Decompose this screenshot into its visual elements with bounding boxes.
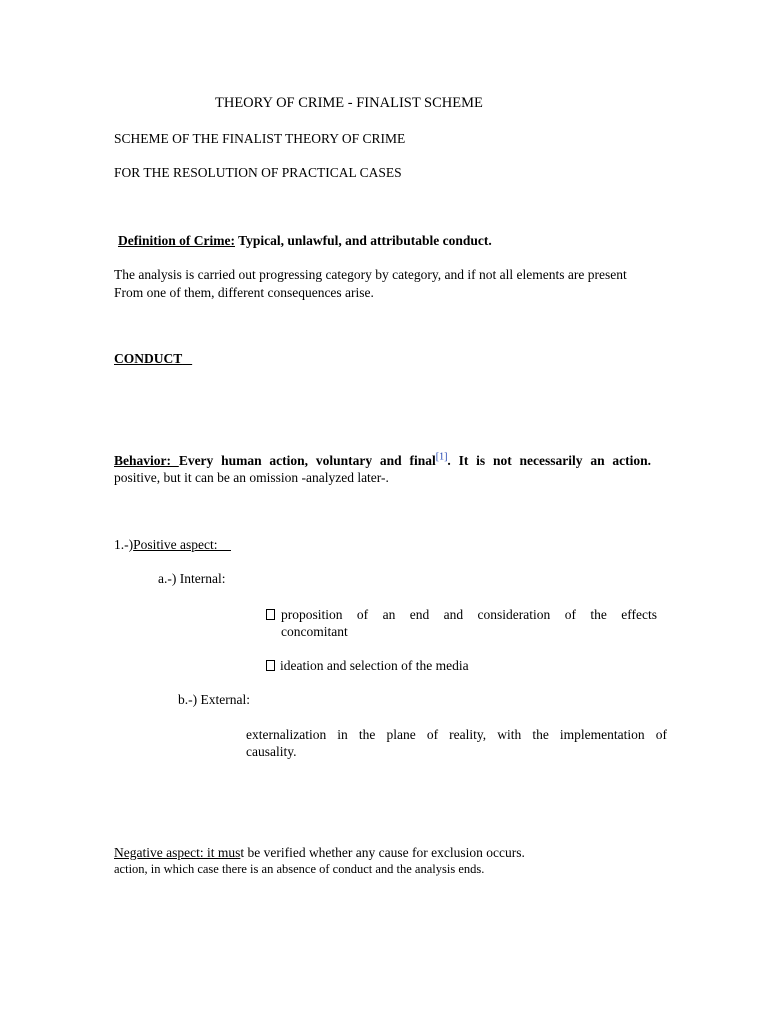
behavior-text-1: Every human action, voluntary and final — [178, 453, 436, 468]
internal-bullet-2 — [266, 658, 469, 674]
intro-line-2: From one of them, different consequences arise. — [114, 285, 374, 300]
internal-bullet-1 — [266, 606, 657, 640]
bullet-1-line-2: concomitant — [281, 624, 348, 639]
definition-label: Definition of Crime: — [118, 233, 235, 248]
positive-aspect-label — [133, 537, 231, 552]
positive-aspect-heading — [114, 537, 231, 553]
footnote-reference-link[interactable]: [1] — [435, 451, 448, 463]
external-line-2: causality. — [246, 744, 297, 759]
definition-of-crime — [118, 233, 492, 249]
behavior-line-1 — [114, 452, 651, 469]
checkbox-bullet-icon — [266, 658, 275, 673]
negative-aspect-text: t be verified whether any cause for exclusion occurs. — [240, 845, 525, 860]
conduct-heading — [114, 351, 192, 367]
positive-aspect-prefix: 1.-) — [114, 537, 134, 552]
internal-heading: a.-) Internal: — [158, 571, 226, 586]
checkbox-bullet-icon — [266, 606, 275, 623]
definition-text: Typical, unlawful, and attributable conduct. — [234, 233, 492, 248]
behavior-text-2: . It is not necessarily an action. — [447, 453, 652, 468]
behavior-line-2: positive, but it can be an omission -analyzed later-. — [114, 470, 389, 485]
negative-aspect-line-1 — [114, 845, 525, 861]
subtitle-resolution: FOR THE RESOLUTION OF PRACTICAL CASES — [114, 165, 402, 180]
intro-line-1: The analysis is carried out progressing category by category, and if not all elements are present — [114, 267, 627, 282]
positive-aspect-label-text: Positive aspect: — [133, 537, 218, 552]
conduct-heading-trail — [182, 351, 192, 366]
subtitle-scheme: SCHEME OF THE FINALIST THEORY OF CRIME — [114, 131, 406, 146]
external-heading: b.-) External: — [178, 692, 250, 707]
behavior-paragraph — [114, 452, 651, 486]
bullet-2-text: ideation and selection of the media — [280, 658, 469, 673]
negative-aspect-label: Negative aspect: it mus — [114, 845, 241, 860]
intro-paragraph — [114, 266, 669, 302]
page-title: THEORY OF CRIME - FINALIST SCHEME — [215, 95, 483, 111]
behavior-label: Behavior: — [114, 453, 179, 468]
positive-aspect-trail — [218, 537, 232, 552]
external-line-1: externalization in the plane of reality, with the implementation of — [246, 727, 667, 742]
negative-aspect-line-2: action, in which case there is an absence of conduct and the analysis ends. — [114, 862, 485, 876]
bullet-1-line-1: proposition of an end and consideration of the effects — [281, 607, 657, 622]
external-paragraph — [246, 726, 667, 760]
conduct-heading-text: CONDUCT — [114, 351, 183, 366]
